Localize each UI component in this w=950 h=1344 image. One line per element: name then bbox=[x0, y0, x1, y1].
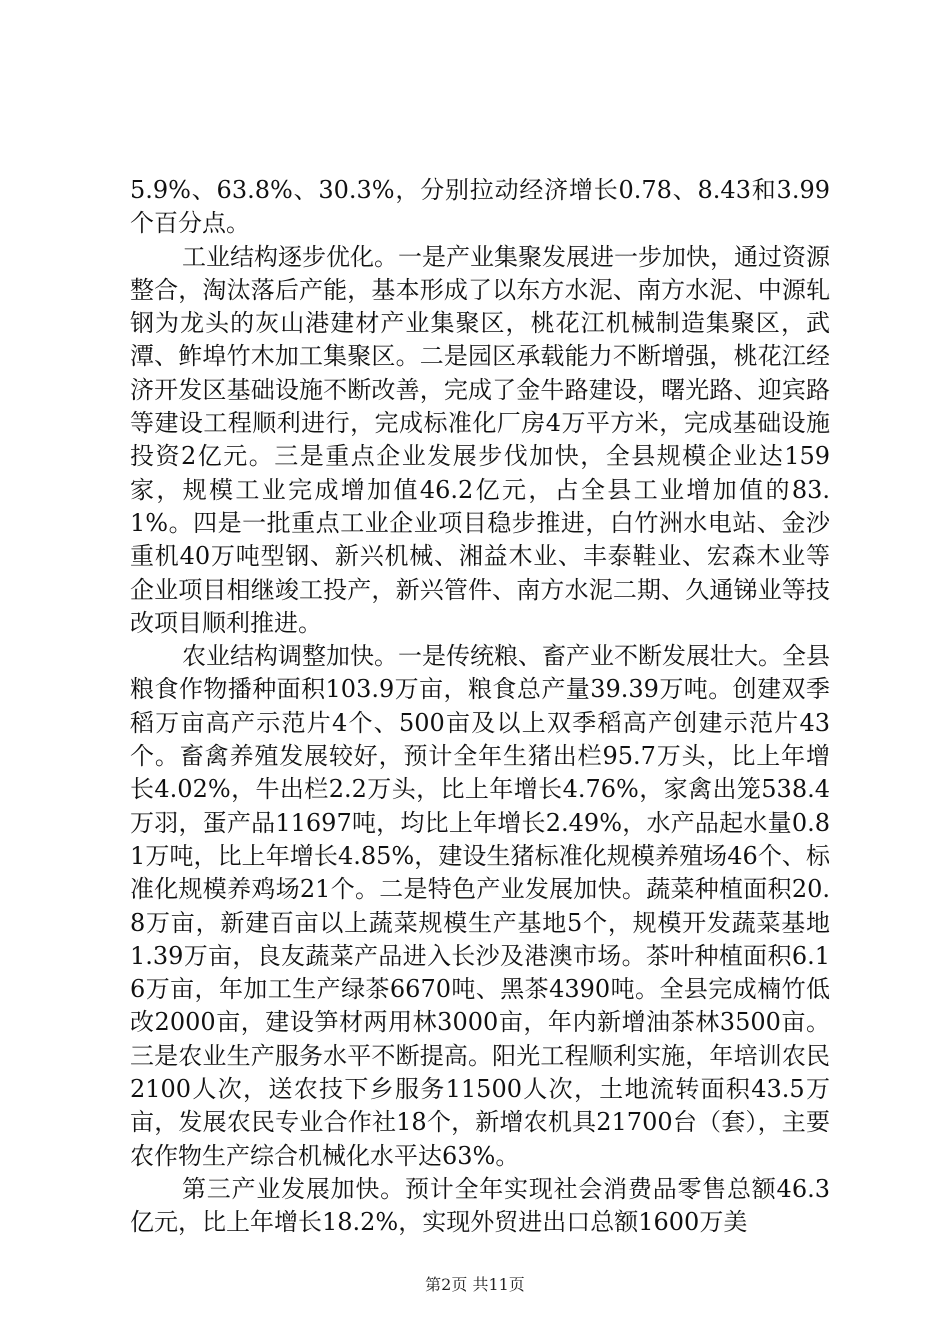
paragraph-industry-structure: 工业结构逐步优化。一是产业集聚发展进一步加快，通过资源整合，淘汰落后产能，基本形成了以东方水泥、南方水泥、中源轧钢为龙头的灰山港建材产业集聚区，桃花江机械制造集聚区，武潭、鲊埠竹木加工集聚区。二是园区承载能力不断增强，桃花江经济开发区基础设施不断改善，完成了金牛路建设，曙光路、迎宾路等建设工程顺利进行，完成标准化厂房4万平方米，完成基础设施投资2亿元。三是重点企业发展步伐加快，全县规模企业达159家，规模工业完成增加值46.2亿元，占全县工业增加值的83.1%。四是一批重点工业企业项目稳步推进，白竹洲水电站、金沙重机40万吨型钢、新兴机械、湘益木业、丰泰鞋业、宏森木业等企业项目相继竣工投产，新兴管件、南方水泥二期、久通锑业等技改项目顺利推进。 bbox=[130, 242, 830, 637]
paragraph-gdp-contribution: 5.9%、63.8%、30.3%，分别拉动经济增长0.78、8.43和3.99个百分点。 bbox=[130, 176, 830, 238]
paragraph-tertiary-industry: 第三产业发展加快。预计全年实现社会消费品零售总额46.3亿元，比上年增长18.2%，实现外贸进出口总额1600万美 bbox=[130, 1174, 830, 1237]
document-body bbox=[130, 174, 830, 1240]
paragraph-agriculture-structure: 农业结构调整加快。一是传统粮、畜产业不断发展壮大。全县粮食作物播种面积103.9万亩，粮食总产量39.39万吨。创建双季稻万亩高产示范片4个、500亩及以上双季稻高产创建示范片43个。畜禽养殖发展较好，预计全年生猪出栏95.7万头，比上年增长4.02%，牛出栏2.2万头，比上年增长4.76%，家禽出笼538.4万羽，蛋产品11697吨，均比上年增长2.49%，水产品起水量0.81万吨，比上年增长4.85%，建设生猪标准化规模养殖场46个、标准化规模养鸡场21个。二是特色产业发展加快。蔬菜种植面积20.8万亩，新建百亩以上蔬菜规模生产基地5个，规模开发蔬菜基地1.39万亩，良友蔬菜产品进入长沙及港澳市场。茶叶种植面积6.16万亩，年加工生产绿茶6670吨、黑茶4390吨。全县完成楠竹低改2000亩，建设笋材两用林3000亩，年内新增油茶林3500亩。三是农业生产服务水平不断提高。阳光工程顺利实施，年培训农民2100人次，送农技下乡服务11500人次，土地流转面积43.5万亩，发展农民专业合作社18个，新增农机具21700台（套），主要农作物生产综合机械化水平达63%。 bbox=[130, 642, 830, 1170]
page-number-footer: 第2页 共11页 bbox=[425, 1275, 525, 1294]
